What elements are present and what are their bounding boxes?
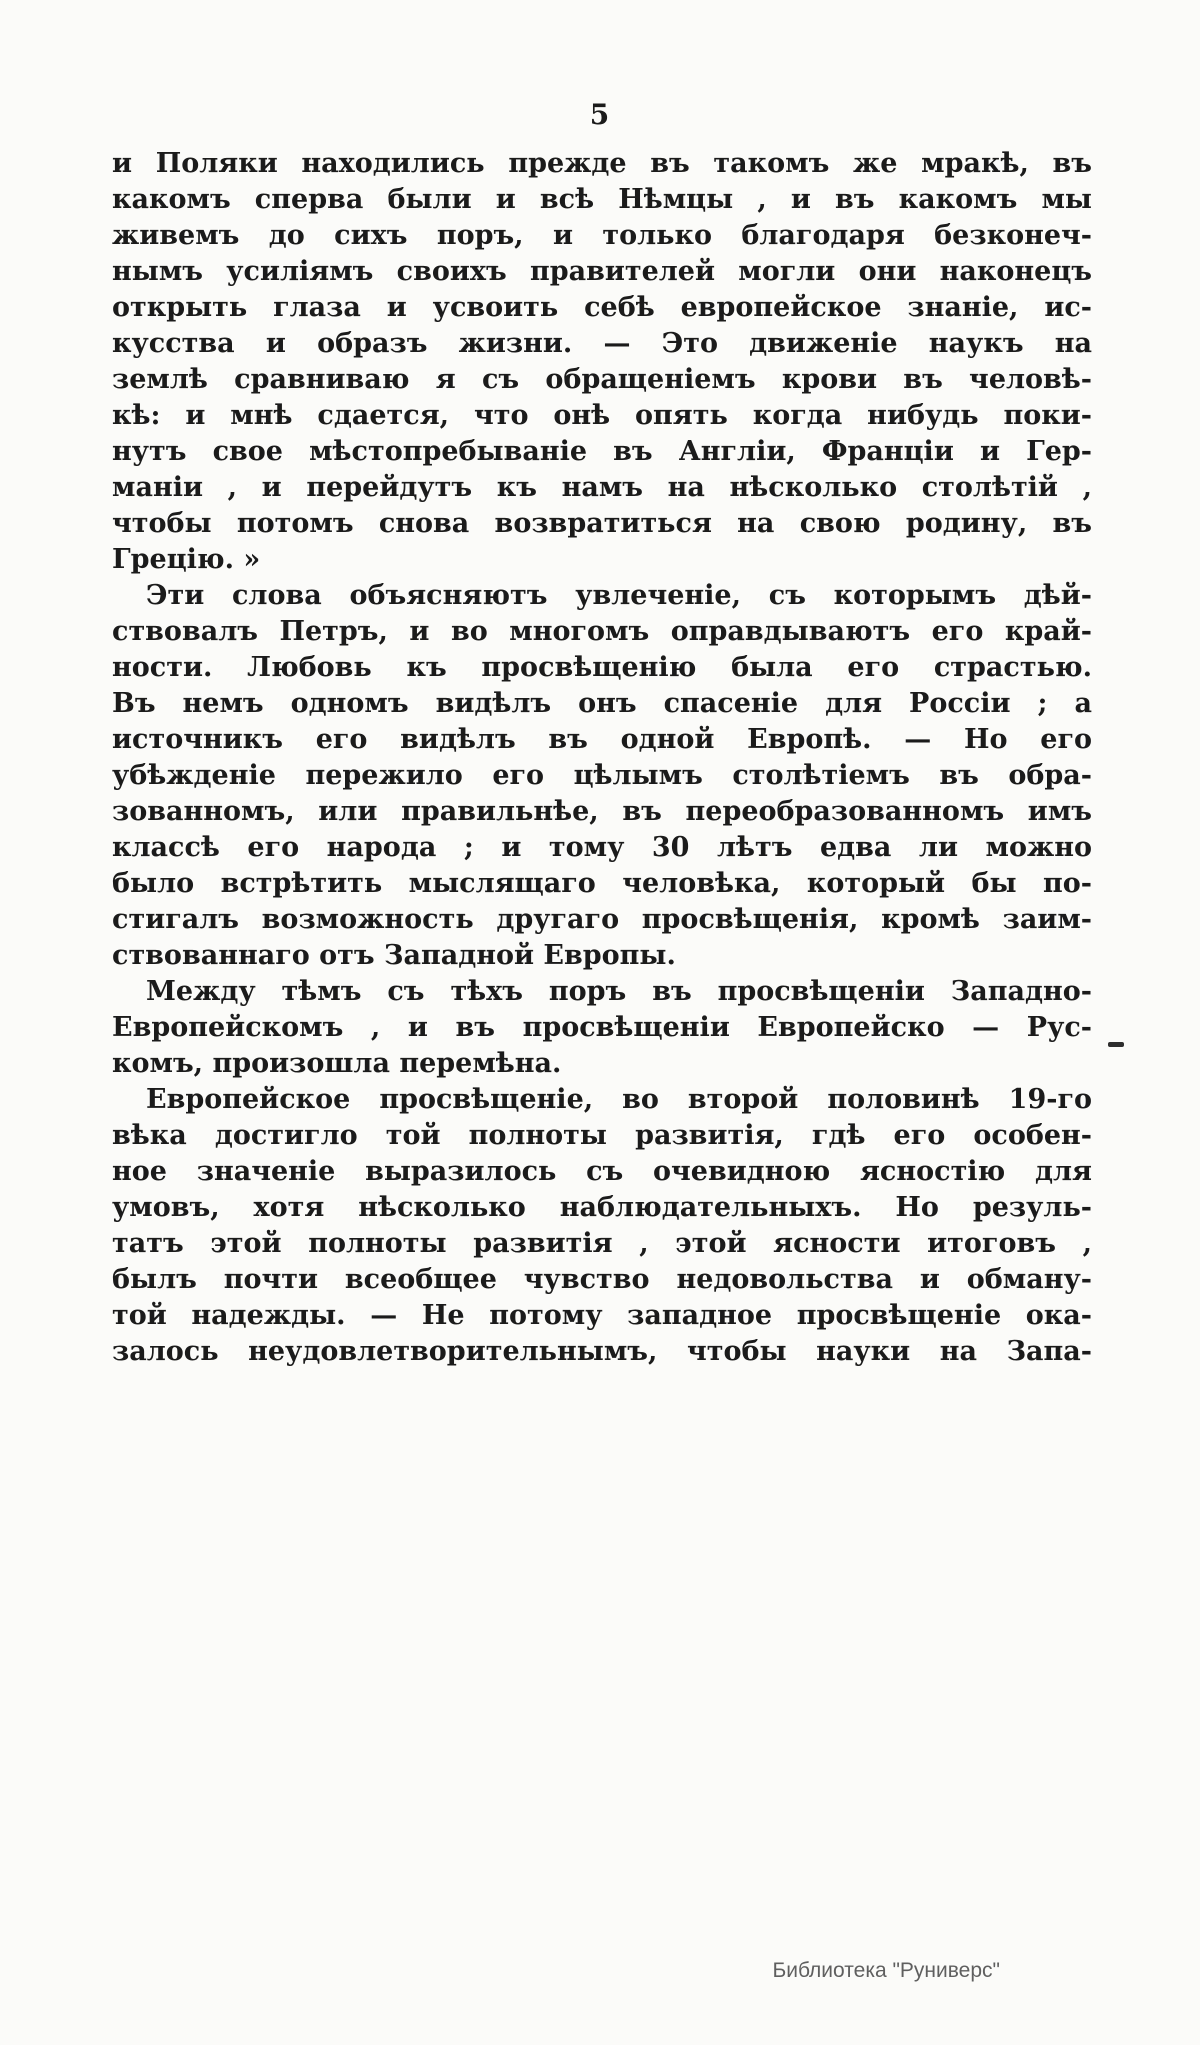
paragraph bbox=[112, 146, 1092, 578]
text-line: живемъ до сихъ поръ, и только благодаря безконеч- bbox=[112, 220, 1092, 251]
text-line: ствованнаго отъ Западной Европы. bbox=[112, 940, 676, 971]
text-line: татъ этой полноты развитія , этой ясности итоговъ , bbox=[112, 1228, 1092, 1259]
text-line: той надежды. — Не потому западное просвѣщеніе ока- bbox=[112, 1300, 1092, 1331]
text-line: было встрѣтить мыслящаго человѣка, который бы по- bbox=[112, 868, 1092, 899]
text-line: Европейскомъ , и въ просвѣщеніи Европейско — Рус- bbox=[112, 1012, 1092, 1043]
text-line: залось неудовлетворительнымъ, чтобы науки на Запа- bbox=[112, 1336, 1092, 1367]
text-line: нутъ свое мѣстопребываніе въ Англіи, Франціи и Гер- bbox=[112, 436, 1092, 467]
text-line: убѣжденіе пережило его цѣлымъ столѣтіемъ въ обра- bbox=[112, 760, 1092, 791]
text-line: кѣ: и мнѣ сдается, что онѣ опять когда нибудь поки- bbox=[112, 400, 1092, 431]
text-line: источникъ его видѣлъ въ одной Европѣ. — Но его bbox=[112, 724, 1092, 755]
text-line: и Поляки находились прежде въ такомъ же мракѣ, въ bbox=[112, 148, 1092, 179]
page-number: 5 bbox=[589, 98, 611, 131]
scan-artifact bbox=[1108, 1042, 1124, 1047]
text-line: Европейское просвѣщеніе, во второй половинѣ 19-го bbox=[146, 1084, 1092, 1115]
text-line: Грецію. » bbox=[112, 544, 261, 575]
text-line: ствовалъ Петръ, и во многомъ оправдываютъ его край- bbox=[112, 616, 1092, 647]
text-line: Въ немъ одномъ видѣлъ онъ спасеніе для Россіи ; а bbox=[112, 688, 1092, 719]
text-line: кусства и образъ жизни. — Это движеніе наукъ на bbox=[112, 328, 1092, 359]
text-line: нымъ усиліямъ своихъ правителей могли они наконецъ bbox=[112, 256, 1092, 287]
text-line: классѣ его народа ; и тому 30 лѣтъ едва ли можно bbox=[112, 832, 1092, 863]
text-line: Эти слова объясняютъ увлеченіе, съ которымъ дѣй- bbox=[146, 580, 1092, 611]
text-line: землѣ сравниваю я съ обращеніемъ крови въ человѣ- bbox=[112, 364, 1092, 395]
text-line: стигалъ возможность другаго просвѣщенія, кромѣ заим- bbox=[112, 904, 1092, 935]
text-line: какомъ сперва были и всѣ Нѣмцы , и въ какомъ мы bbox=[112, 184, 1092, 215]
text-line: комъ, произошла перемѣна. bbox=[112, 1048, 562, 1079]
text-line: ности. Любовь къ просвѣщенію была его страстью. bbox=[112, 652, 1092, 683]
paragraph bbox=[112, 974, 1092, 1082]
text-line: маніи , и перейдутъ къ намъ на нѣсколько столѣтій , bbox=[112, 472, 1092, 503]
text-line: былъ почти всеобщее чувство недовольства и обману- bbox=[112, 1264, 1092, 1295]
text-line: зованномъ, или правильнѣе, въ переобразованномъ имъ bbox=[112, 796, 1092, 827]
paragraph bbox=[112, 578, 1092, 974]
library-watermark: Библиотека "Руниверс" bbox=[772, 1959, 1000, 1982]
text-line: открыть глаза и усвоить себѣ европейское знаніе, ис- bbox=[112, 292, 1092, 323]
text-line: вѣка достигло той полноты развитія, гдѣ его особен- bbox=[112, 1120, 1092, 1151]
text-block bbox=[112, 146, 1092, 1370]
text-line: чтобы потомъ снова возвратиться на свою родину, въ bbox=[112, 508, 1092, 539]
text-line: ное значеніе выразилось съ очевидною ясностію для bbox=[112, 1156, 1092, 1187]
text-line: Между тѣмъ съ тѣхъ поръ въ просвѣщеніи Западно- bbox=[146, 976, 1092, 1007]
text-line: умовъ, хотя нѣсколько наблюдательныхъ. Но резуль- bbox=[112, 1192, 1092, 1223]
paragraph bbox=[112, 1082, 1092, 1370]
